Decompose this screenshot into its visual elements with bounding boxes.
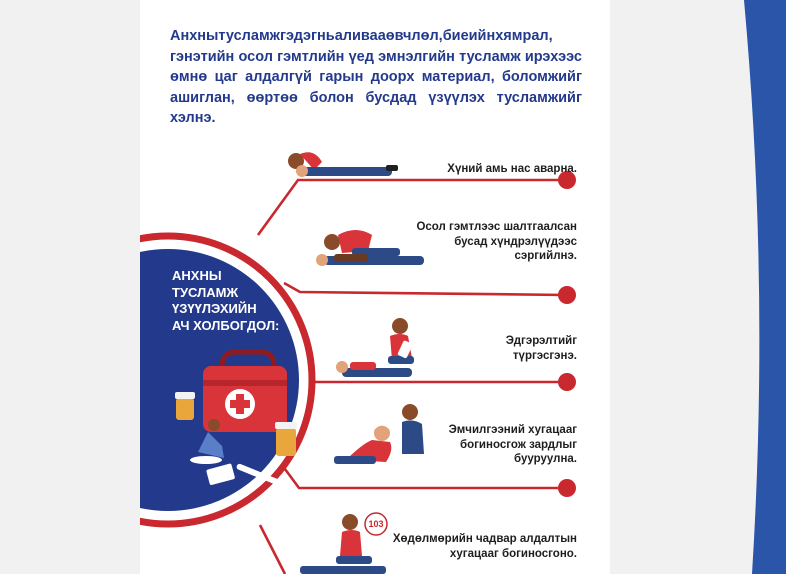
breathing-check-illustration: [288, 152, 398, 177]
circle-title: АНХНЫ ТУСЛАМЖ ҮЗҮҮЛЭХИЙН АЧ ХОЛБОГДОЛ:: [172, 268, 280, 333]
benefit-1-text: Хүний амь нас аварна.: [447, 163, 577, 175]
intro-paragraph: Анхнытусламжгэдэгньаливааөвчлөл,биеийнхямрал, гэнэтийн осол гэмтлийн үед эмнэлгийн тусламж ирэхээс өмнө цаг алдалгүй гарын доорх материал, боломжийг ашиглан, өөртөө болон бусдад үзүүлэх тусламжийг хэлнэ.: [170, 28, 582, 126]
benefit-4-text: Эмчилгээний хугацааг богиносгож зардлыг бууруулна.: [448, 424, 577, 465]
phone-call-badge: [365, 513, 387, 535]
benefit-2-text: Осол гэмтлээс шалтгаалсан бусад хүндрэлүүдээс сэргийлнэ.: [416, 221, 577, 262]
bandaging-illustration: [336, 318, 414, 377]
benefit-5-text: Хөдөлмөрийн чадвар алдалтын хугацааг богиносгоно.: [392, 533, 577, 560]
head-bandage-illustration: [334, 404, 424, 464]
phone-call-number: 103: [368, 519, 384, 529]
benefit-3-text: Эдгэрэлтийг түргэсгэнэ.: [505, 335, 577, 362]
recovery-position-illustration: [316, 230, 424, 266]
